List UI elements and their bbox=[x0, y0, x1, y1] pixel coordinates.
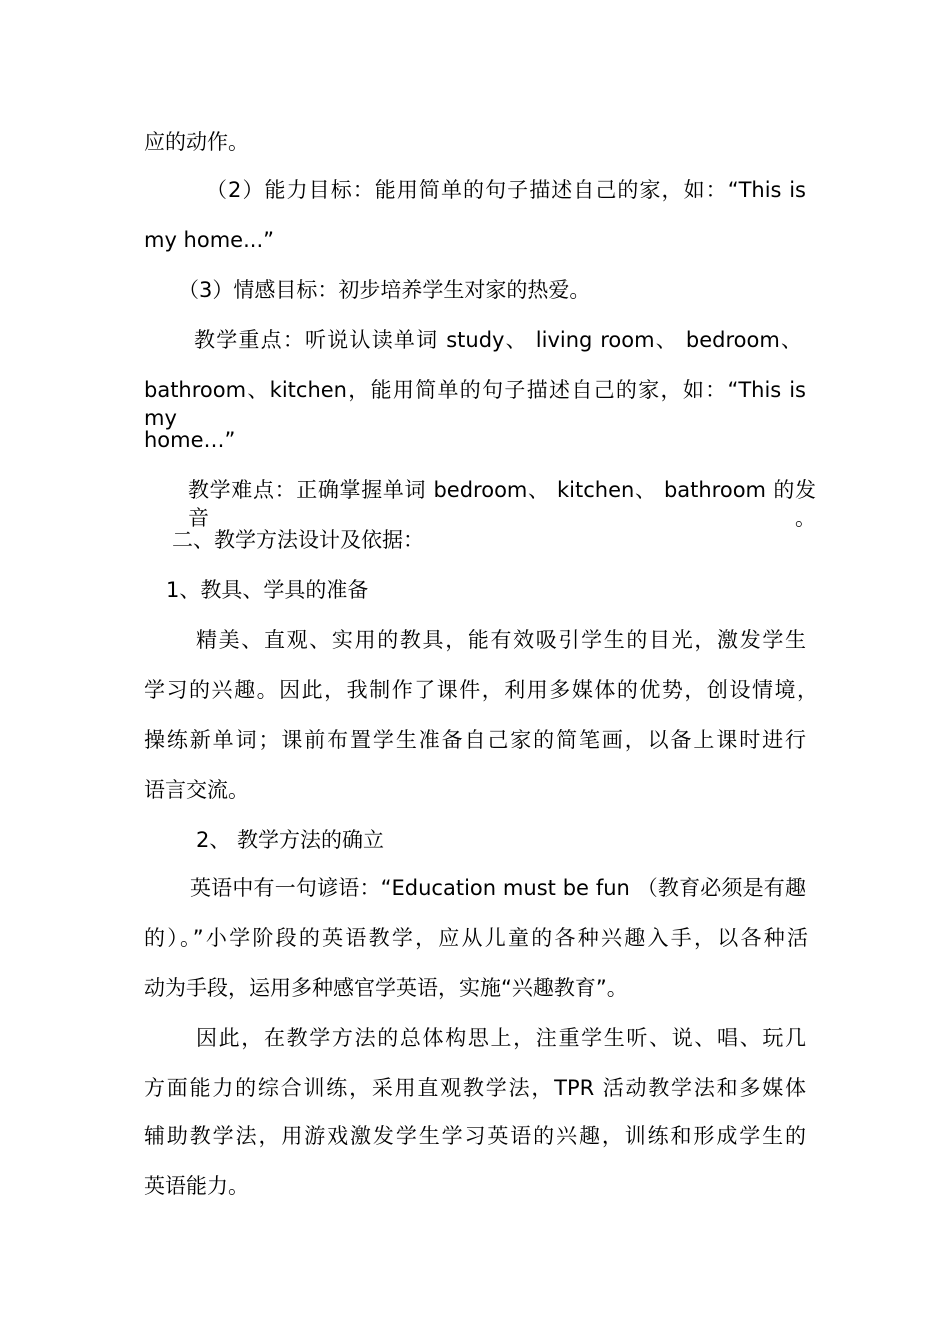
text-line-8: 教学难点：正确掌握单词 bedroom、 kitchen、 bathroom 的发音。 bbox=[188, 478, 816, 530]
text-line-19: 因此，在教学方法的总体构思上，注重学生听、说、唱、玩几 bbox=[196, 1026, 806, 1050]
text-line-17: 的）。”小学阶段的英语教学，应从儿童的各种兴趣入手，以各种活 bbox=[144, 926, 808, 950]
text-line-20: 方面能力的综合训练，采用直观教学法，TPR 活动教学法和多媒体 bbox=[144, 1076, 806, 1100]
text-line-7: home…” bbox=[144, 428, 236, 452]
text-line-2: （2）能力目标：能用简单的句子描述自己的家，如：“This is bbox=[206, 178, 806, 202]
text-line-11: 精美、直观、实用的教具，能有效吸引学生的目光，激发学生 bbox=[196, 628, 806, 652]
subsection-heading-2: 2、 教学方法的确立 bbox=[196, 828, 385, 852]
text-line-18: 动为手段，运用多种感官学英语，实施“兴趣教育”。 bbox=[144, 976, 628, 1000]
text-line-12: 学习的兴趣。因此，我制作了课件，利用多媒体的优势，创设情境， bbox=[144, 678, 818, 702]
text-line-3: my home...” bbox=[144, 228, 274, 252]
text-line-22: 英语能力。 bbox=[144, 1174, 249, 1198]
text-line-13: 操练新单词；课前布置学生准备自己家的简笔画，以备上课时进行 bbox=[144, 728, 806, 752]
text-line-1: 应的动作。 bbox=[144, 130, 249, 154]
section-heading: 二、教学方法设计及依据： bbox=[172, 528, 424, 552]
text-line-4: （3）情感目标：初步培养学生对家的热爱。 bbox=[178, 278, 591, 302]
text-line-16: 英语中有一句谚语：“Education must be fun （教育必须是有趣 bbox=[190, 876, 806, 900]
subsection-heading-1: 1、教具、学具的准备 bbox=[166, 578, 369, 602]
text-line-14: 语言交流。 bbox=[144, 778, 249, 802]
text-line-6: bathroom、kitchen，能用简单的句子描述自己的家，如：“This is my bbox=[144, 378, 806, 430]
text-line-21: 辅助教学法，用游戏激发学生学习英语的兴趣，训练和形成学生的 bbox=[144, 1124, 806, 1148]
text-line-5: 教学重点：听说认读单词 study、 living room、 bedroom、 bbox=[194, 328, 802, 352]
